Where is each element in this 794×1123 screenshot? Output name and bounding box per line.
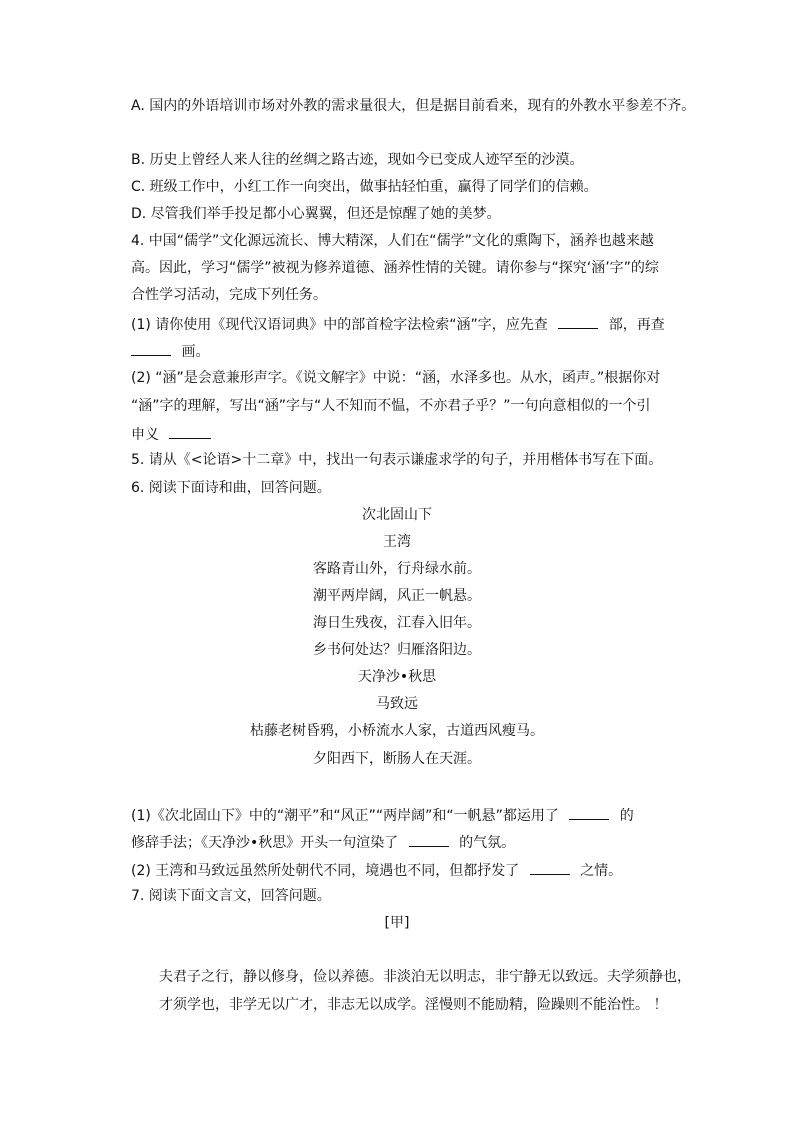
question-4-2-line-1: (2) “涵”是会意兼形声字。《说文解字》中说：“涵，水泽多也。从水，函声。”根据你对: [131, 370, 661, 386]
question-4-line-1: 4. 中国“儒学”文化源远流长、博大精深，人们在“儒学”文化的熏陶下，涵养也越来越: [131, 233, 654, 249]
classical-text-line-2: 才须学也，非学无以广才，非志无以成学。淫慢则不能励精，险躁则不能治性。 ！: [159, 997, 668, 1013]
option-c: C. 班级工作中，小红工作一向突出，做事拈轻怕重，赢得了同学们的信赖。: [131, 179, 598, 195]
poem-1-line: 潮平两岸阔，风正一帆悬。: [313, 588, 481, 604]
question-6-stem: 6. 阅读下面诗和曲，回答问题。: [131, 480, 331, 496]
poem-2-line: 枯藤老树昏鸦，小桥流水人家，古道西风瘦马。: [250, 723, 544, 739]
question-6-2-text-b: 之情。: [580, 863, 623, 879]
question-4-line-3: 合性学习活动，完成下列任务。: [131, 287, 327, 303]
poem-1-title: 次北固山下: [362, 507, 432, 523]
poem-1-author: 王湾: [383, 534, 411, 550]
question-6-1-text-c: 修辞手法；《天净沙•秋思》开头一句渲染了: [131, 835, 399, 851]
question-6-2: [131, 860, 622, 880]
classical-text-line-1: 夫君子之行，静以修身，俭以养德。非淡泊无以明志，非宁静无以致远。夫学须静也，: [159, 969, 691, 985]
question-4-1-text-b: 部，再查: [608, 317, 665, 333]
answer-blank-emotion[interactable]: [530, 860, 570, 875]
question-6-1-text-a: (1)《次北固山下》中的“潮平”和“风正”“两岸阔”和“一帆悬”都运用了: [131, 808, 559, 824]
question-6-1-text-d: 的气氛。: [459, 835, 516, 851]
question-6-1-line-2: [131, 832, 515, 852]
poem-2-title: 天净沙•秋思: [357, 669, 437, 685]
question-4-2-line-3: [131, 424, 211, 444]
question-5: 5. 请从《<论语>十二章》中，找出一句表示谦虚求学的句子，并用楷体书写在下面。: [131, 452, 663, 468]
poem-1-line: 乡书何处达？归雁洛阳边。: [313, 642, 481, 658]
question-4-2-text: 申义: [131, 427, 159, 443]
question-4-line-2: 高。因此，学习“儒学”被视为修养道德、涵养性情的关键。请你参与“探究‘涵’字”的综: [131, 260, 659, 276]
question-4-1-text-c: 画。: [181, 344, 210, 360]
option-d: D. 尽管我们举手投足都小心翼翼，但还是惊醒了她的美梦。: [131, 206, 501, 222]
answer-blank-strokes[interactable]: [131, 341, 171, 356]
section-label-jia: [甲]: [384, 915, 410, 931]
answer-blank-meaning[interactable]: [169, 424, 211, 439]
poem-2-line: 夕阳西下，断肠人在天涯。: [313, 751, 481, 767]
question-6-1-line-1: [131, 805, 634, 825]
question-6-2-text-a: (2) 王湾和马致远虽然所处朝代不同，境遇也不同，但都抒发了: [131, 863, 520, 879]
question-7-stem: 7. 阅读下面文言文，回答问题。: [131, 888, 331, 904]
option-a: A. 国内的外语培训市场对外教的需求量很大，但是据目前看来，现有的外教水平参差不齐。: [131, 98, 696, 114]
poem-2-author: 马致远: [376, 696, 418, 712]
question-4-1-line-2: [131, 341, 209, 361]
answer-blank-rhetoric[interactable]: [569, 805, 609, 820]
poem-1-line: 客路青山外，行舟绿水前。: [313, 561, 481, 577]
question-4-1-line-1: [131, 314, 665, 334]
poem-1-line: 海日生残夜，江春入旧年。: [313, 615, 481, 631]
option-b: B. 历史上曾经人来人往的丝绸之路古迹，现如今已变成人迹罕至的沙漠。: [131, 152, 584, 168]
answer-blank-atmosphere[interactable]: [409, 832, 449, 847]
question-6-1-text-b: 的: [619, 808, 634, 824]
question-4-2-line-2: “涵”字的理解，写出“涵”字与“人不知而不愠，不亦君子乎？”一句向意相似的一个引: [131, 398, 651, 414]
question-4-1-text: (1) 请你使用《现代汉语词典》中的部首检字法检索“涵”字，应先查: [131, 317, 548, 333]
answer-blank-radical[interactable]: [558, 314, 598, 329]
